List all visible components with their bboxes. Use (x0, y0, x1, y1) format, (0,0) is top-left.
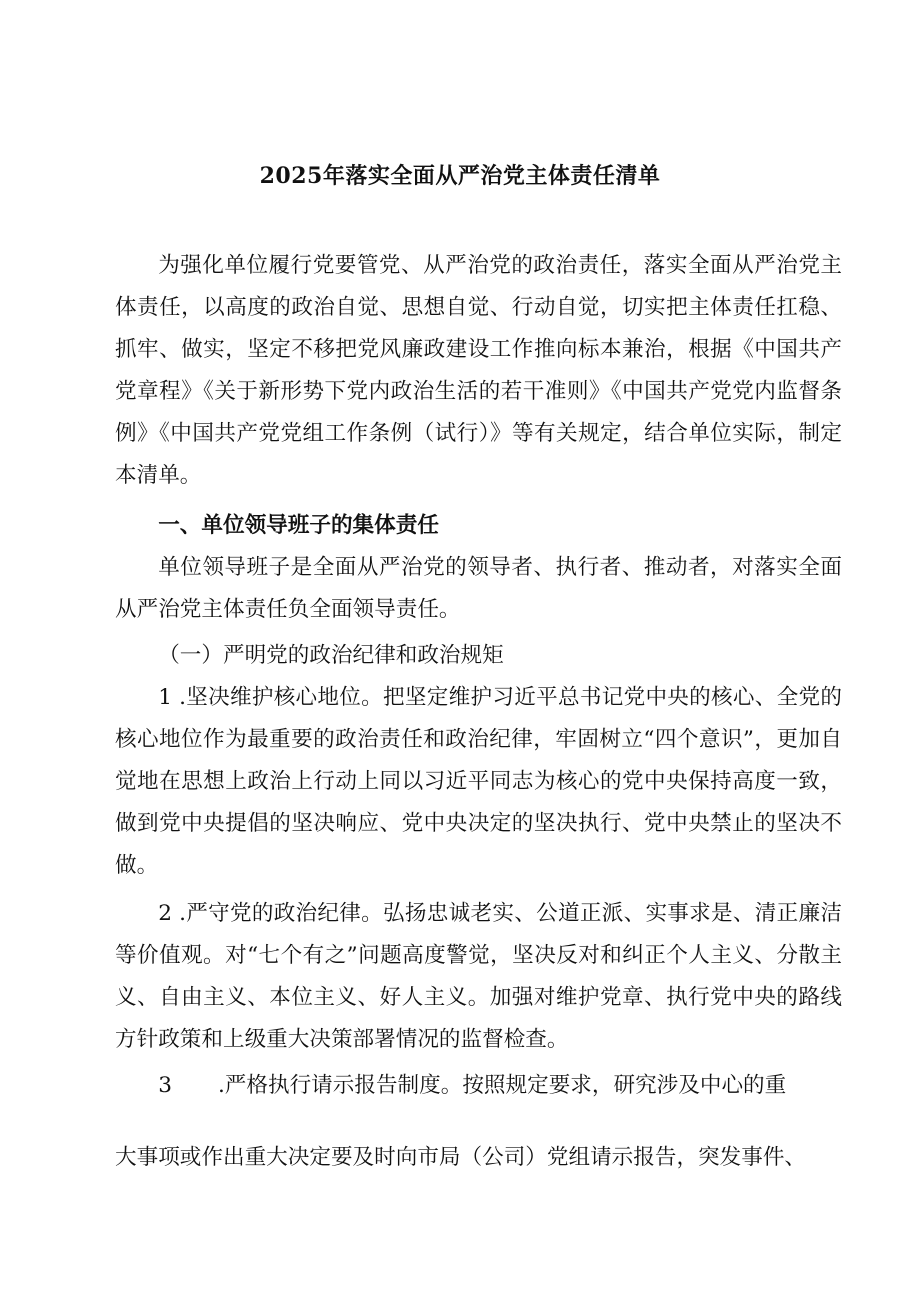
list-item (115, 893, 842, 1061)
list-item (115, 677, 842, 887)
section-heading: 一、单位领导班子的集体责任 (158, 513, 439, 538)
item-text: .坚决维护核心地位。把坚定维护习近平总书记党中央的核心、全党的核心地位作为最重要的政治责任和政治纪律，牢固树立“四个意识”，更加自觉地在思想上政治上行动上同以习近平同志为核心的党中央保持高度一致，做到党中央提倡的坚决响应、党中央决定的坚决执行、党中央禁止的坚决不做。 (115, 685, 842, 878)
list-item (115, 1065, 842, 1107)
item-text: .严守党的政治纪律。弘扬忠诚老实、公道正派、实事求是、清正廉洁等价值观。对“七个有之”问题高度警觉，坚决反对和纠正个人主义、分散主义、自由主义、本位主义、好人主义。加强对维护党章、执行党中央的路线方针政策和上级重大决策部署情况的监督检查。 (115, 901, 842, 1052)
section-paragraph: 单位领导班子是全面从严治党的领导者、执行者、推动者，对落实全面从严治党主体责任负全面领导责任。 (115, 555, 842, 622)
item-number: 3 (158, 1073, 172, 1098)
item-text: .严格执行请示报告制度。按照规定要求，研究涉及中心的重 (217, 1073, 787, 1098)
subsection-heading: （一）严明党的政治纪律和政治规矩 (158, 643, 504, 668)
continued-paragraph: 大事项或作出重大决定要及时向市局（公司）党组请示报告，突发事件、 (115, 1145, 807, 1170)
intro-paragraph: 为强化单位履行党要管党、从严治党的政治责任，落实全面从严治党主体责任，以高度的政治自觉、思想自觉、行动自觉，切实把主体责任扛稳、抓牢、做实，坚定不移把党风廉政建设工作推向标本兼治，根据《中国共产党章程》《关于新形势下党内政治生活的若干准则》《中国共产党党内监督条例》《中国共产党党组工作条例（试行）》等有关规定，结合单位实际，制定本清单。 (115, 253, 842, 488)
document-title: 2025年落实全面从严治党主体责任清单 (259, 163, 661, 189)
item-number: 1 (158, 685, 172, 710)
item-number: 2 (158, 901, 172, 926)
